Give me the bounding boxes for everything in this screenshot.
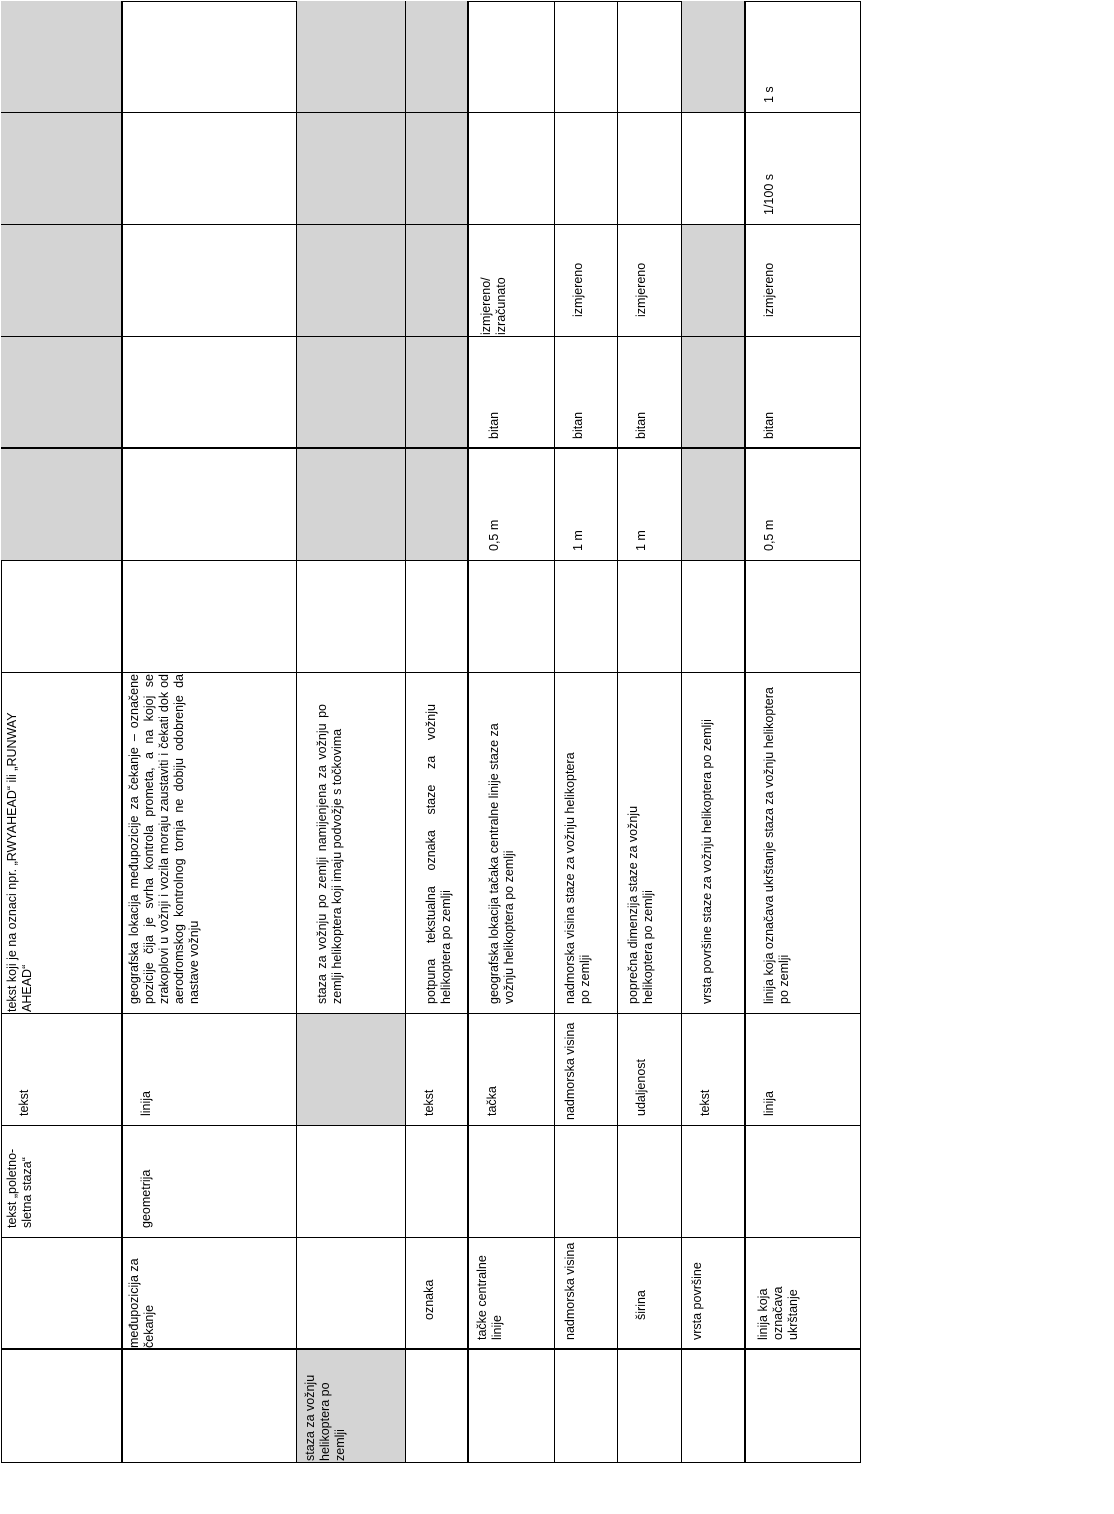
table-cell: [469, 1350, 555, 1463]
table-cell: [123, 1350, 297, 1463]
table-cell: [297, 1126, 406, 1238]
table-cell: [297, 673, 406, 1014]
table-cell: [469, 1, 555, 113]
table-cell: [555, 449, 618, 561]
table-cell-text: geografska lokacija tačaka centralne linije staze za vožnju helikoptera po zemlji: [487, 723, 516, 1004]
table-cell: [406, 1, 469, 113]
table-cell: [469, 449, 555, 561]
table-cell: [555, 337, 618, 449]
table-cell-text: geometrija: [139, 1169, 153, 1228]
data-table: [1, 1, 861, 1463]
table-cell-text: bitan: [762, 411, 776, 439]
table-cell: [746, 561, 861, 673]
table-cell: [297, 337, 406, 449]
table-cell-text: nadmorska visina: [563, 1022, 577, 1120]
table-cell-text: tekst koji je na oznaci npr. „RWYAHEAD“ ili „RUNWAY AHEAD“: [5, 712, 34, 1012]
table-cell: [618, 337, 682, 449]
table-cell: [746, 1350, 861, 1463]
table-cell-text: izmjereno/ izračunato: [479, 277, 508, 335]
table-cell: [469, 561, 555, 673]
table-cell-text: izmjereno: [571, 262, 585, 317]
table-cell-text: staza za vožnju po zemlji namijenjena za vožnju po zemlji helikoptera koji imaju podvožje s točkovima: [315, 704, 344, 1004]
table-cell: [123, 113, 297, 225]
table-cell-text: udaljenost: [634, 1059, 648, 1116]
table-cell: [1, 1, 123, 113]
table-cell-text: bitan: [487, 411, 501, 439]
table-cell: [406, 225, 469, 337]
table-cell: [1, 1238, 123, 1350]
table-cell: [682, 1, 746, 113]
table-cell-text: staza za vožnju helikoptera po zemlji: [303, 1374, 347, 1461]
table-cell: [555, 113, 618, 225]
table-cell: [555, 1, 618, 113]
table-cell: [682, 561, 746, 673]
table-cell: [297, 1014, 406, 1126]
table-cell-text: tekst: [422, 1089, 436, 1116]
table-cell: [406, 1350, 469, 1463]
table-cell-text: oznaka: [422, 1279, 436, 1320]
table-cell: [406, 449, 469, 561]
table-cell: [469, 1014, 555, 1126]
table-cell-text: bitan: [634, 411, 648, 439]
table-cell: [1, 449, 123, 561]
table-cell-text: linija koja označava ukrštanje staza za vožnju helikoptera po zemlji: [762, 687, 791, 1004]
table-cell: [123, 337, 297, 449]
table-cell: [682, 1350, 746, 1463]
table-cell: [682, 337, 746, 449]
table-cell-text: nadmorska visina: [563, 1242, 577, 1340]
table-cell-text: 1/100 s: [762, 173, 776, 215]
table-cell: [297, 113, 406, 225]
table-cell-text: tekst „poletno-sletna staza“: [5, 1148, 34, 1228]
table-cell: [555, 561, 618, 673]
table-cell-text: 1 m: [571, 530, 585, 551]
table-cell: [1, 337, 123, 449]
table-cell-text: poprečna dimenzija staze za vožnju helikoptera po zemlji: [626, 805, 655, 1004]
table-cell: [123, 225, 297, 337]
table-cell: [406, 1014, 469, 1126]
table-cell-text: tačka: [485, 1086, 499, 1116]
table-cell: [406, 337, 469, 449]
table-cell: [469, 113, 555, 225]
table-cell: [297, 225, 406, 337]
table-cell: [682, 449, 746, 561]
table-cell: [682, 225, 746, 337]
table-cell: [297, 449, 406, 561]
table-cell: [555, 1350, 618, 1463]
table-cell: [406, 1126, 469, 1238]
table-cell-text: međupozicija za čekanje: [127, 1258, 156, 1348]
table-cell: [469, 1126, 555, 1238]
table-cell-text: linija: [139, 1090, 153, 1116]
table-cell: [618, 1, 682, 113]
table-cell: [297, 561, 406, 673]
table-cell: [618, 1126, 682, 1238]
table-cell-text: bitan: [571, 411, 585, 439]
table-cell-text: 1 m: [634, 530, 648, 551]
table-cell: [618, 113, 682, 225]
table-cell-text: linija: [762, 1090, 776, 1116]
table-cell-text: tekst: [17, 1089, 31, 1116]
table-cell: [618, 1238, 682, 1350]
table-cell-text: potpuna tekstualna oznaka staze za vožnju helikoptera po zemlji: [424, 704, 453, 1004]
table-cell-text: tekst: [698, 1089, 712, 1116]
table-cell: [469, 337, 555, 449]
table-cell: [618, 225, 682, 337]
table-cell: [746, 1126, 861, 1238]
table-cell-text: nadmorska visina staze za vožnju helikoptera po zemlji: [563, 752, 592, 1004]
table-cell: [682, 1014, 746, 1126]
table-cell-text: 0,5 m: [487, 519, 501, 551]
table-cell-text: geografska lokacija međupozicije za čekanje – označene pozicije čija je svrha kontrola prometa, a na kojoj se zrakoplovi u vožnji i vozila moraju zaustaviti i čekati dok od aerodromskog kontrolnog tornja ne dobiju odobrenje da nastave vožnju: [127, 674, 201, 1004]
table-cell-text: 1 s: [762, 86, 776, 103]
table-cell: [123, 449, 297, 561]
table-cell: [123, 1, 297, 113]
table-cell: [297, 1238, 406, 1350]
table-cell-text: vrsta površine staze za vožnju helikoptera po zemlji: [700, 719, 714, 1004]
table-cell-text: tačke centralne linije: [475, 1255, 504, 1340]
table-cell-text: izmjereno: [762, 262, 776, 317]
table-cell: [1, 1350, 123, 1463]
table-cell: [1, 561, 123, 673]
table-cell: [618, 561, 682, 673]
table-cell: [1, 113, 123, 225]
table-cell-text: širina: [634, 1290, 648, 1320]
table-cell: [406, 561, 469, 673]
table-cell: [682, 1126, 746, 1238]
table-cell-text: linija koja označava ukrštanje: [756, 1286, 800, 1340]
table-cell: [1, 225, 123, 337]
table-cell-text: izmjereno: [634, 262, 648, 317]
table-cell: [123, 561, 297, 673]
table-cell: [406, 113, 469, 225]
table-cell: [618, 449, 682, 561]
table-cell: [618, 1014, 682, 1126]
table-cell: [406, 1238, 469, 1350]
table-cell: [555, 225, 618, 337]
table-cell: [618, 1350, 682, 1463]
table-cell: [555, 1126, 618, 1238]
table-cell-text: 0,5 m: [762, 519, 776, 551]
table-cell: [297, 1, 406, 113]
table-cell: [682, 113, 746, 225]
table-cell-text: vrsta površine: [690, 1262, 704, 1340]
